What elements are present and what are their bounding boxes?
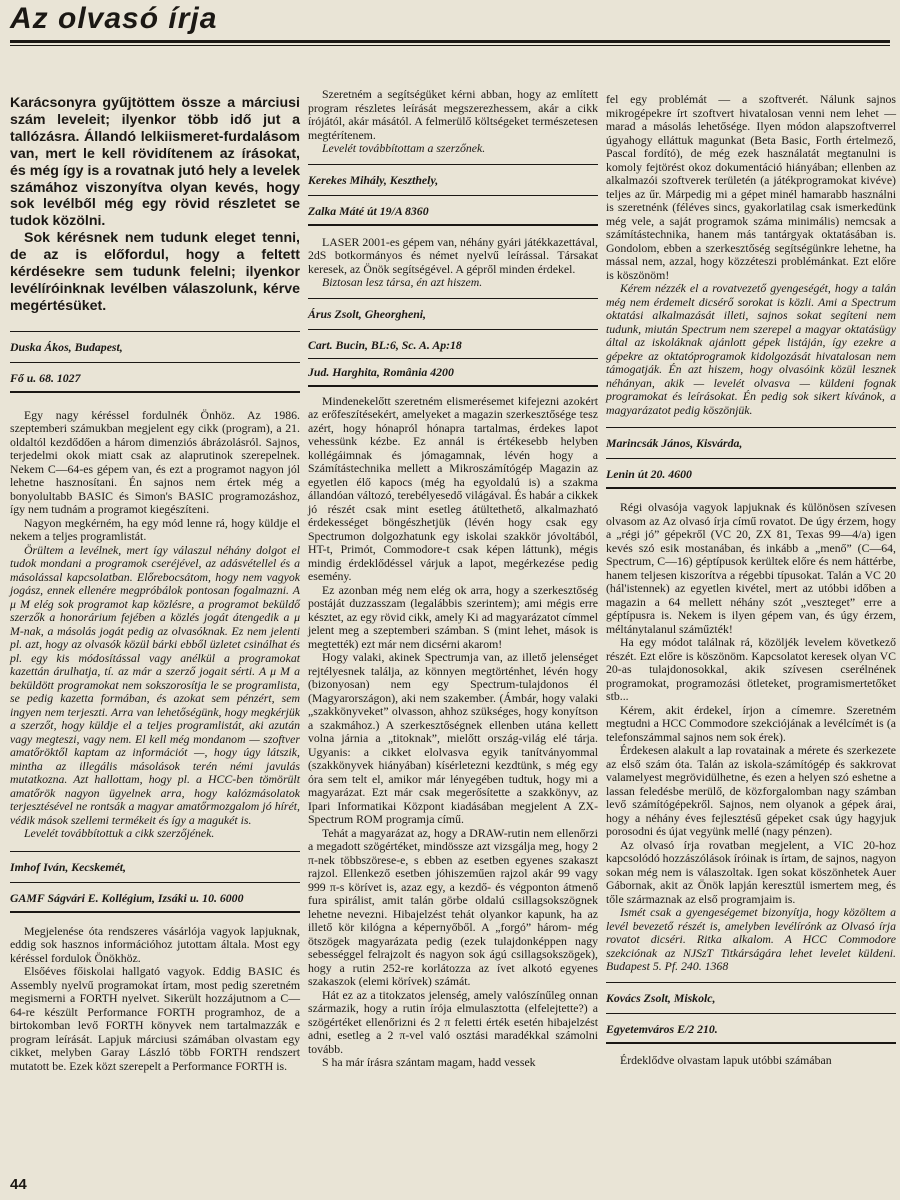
column-2 [308,88,598,1070]
editor-reply: Biztosan lesz társa, én azt hiszem. [322,275,483,289]
signature-address: Zalka Máté út 19/A 8360 [308,203,429,218]
intro-paragraph: Karácsonyra gyűjtöttem össze a márciusi szám leveleit; ilyenkor több idő jut a tallózásra. Állandó lelkiismeret-furdalásom van, mert le kell rövidítenem az írásokat, és még így is a rovatnak jutó hely a levelek számához viszonyítva olyan kevés, hogy sok levélből még egy rövid részletet se tudok közölni. [10,95,300,230]
letter-paragraph: Ez azonban még nem elég ok arra, hogy a szerkesztőség postáját duzzasszam (legalábbis szerintem); ami mégis erre késztet, az egy rövid cikk, amely Ki ad magyarázatot címmel jelent meg a szeptemberi számban. S (mint lehet, mások is megtették) ezt már nem dicsérni akarom! [308,582,598,651]
signature-name: Kerekes Mihály, Keszthely, [308,172,439,187]
signature-address: Fő u. 68. 1027 [10,370,81,385]
letter-paragraph: Mindenekelőtt szeretném elismerésemet kifejezni azokért az erőfeszítésekért, amelyeket a magazin szerkesztősége tesz azért, hogy hónapról hónapra tartalmas, érdekes lapot vehessünk kézbe. Ez annál is értékesebb helyben kollégáimnak és jómagamnak, lévén hogy a Számítástechnika mellett a Mikroszámítógép Magazin az egyetlen élő kapocs (még ha egyoldalú is) a szakma állandóan változó, terebélyesedő világával. És habár a cikkek jó részét csak mint esetleg átültethető, alkalmazható érdekességet böngészhetjük (lévén hogy csak egy Spectrumon dolgozhatunk egy iskolai szakkör jóvoltából, HT-t, Primót, Commodore-t csak képen láttunk), mégis mindig érdeklődéssel várjuk a lapot, megérkezése pedig esemény. [308,393,598,583]
letter-paragraph: LASER 2001-es gépem van, néhány gyári játékkazettával, 2dS botkormányos és német nyelvű leírással. Társakat keresek, az Önök segítségével. A gépről minden érdekel. [308,234,598,276]
editor-reply: Levelét továbbítottam a szerzőnek. [322,141,486,155]
letter-paragraph: Az olvasó írja rovatban megjelent, a VIC 20-hoz kapcsolódó hozzászólások íróinak is írtam, de sajnos, nagyon sokan még nem is válaszoltak. Igen sokat köszönhetek Auer Gábornak, akit az Önök lapján keresztül ismertem meg, és tőle származnak az első programjaim is. [606,837,896,906]
signature-address: Lenin út 20. 4600 [606,467,692,481]
editor-reply: Levelét továbbítottuk a cikk szerzőjének. [24,826,215,841]
signature-address: Cart. Bucin, BL:6, Sc. A. Ap:18 [308,337,462,352]
letter-paragraph: Megjelenése óta rendszeres vásárlója vagyok lapjuknak, eddig sok hasznos információhoz jutottam általa. Most egy kéréssel fordulok Önökhöz. [10,923,300,965]
letter-paragraph: Érdekesen alakult a lap rovatainak a mérete és szerkezete az első szám óta. Talán az iskola-számítógép és sakkrovat valamelyest megrövidülhetne, és ezen a helyen szó eshetne a lassan feledésbe merülő, de közforgalomban nagy számban levő számítógépekről. Sajnos, nem olyanok a gépek árai, hogy a néhány éves fejlesztésű gépeket csak úgy hagyjuk porosodni és újat vegyünk mellé (nagy pénzen). [606,743,896,838]
signature-address: GAMF Ságvári E. Kollégium, Izsáki u. 10. 6000 [10,890,244,905]
column-1 [10,95,300,1073]
letter-paragraph: Régi olvasója vagyok lapjuknak és különösen szívesen olvasom az Az olvasó írja című rovatot. De úgy érzem, hogy a „régi jó” gépekről (VC 20, ZX 81, Texas 99—4/a) igen kevés szó esik mostanában, és inkább a „menő” (C—64, Spectrum, C—16) géptípusok kerültek előre és nem háttérbe, hanem teljesen kiszorítva a régebbi típusokat. Talán a VC 20 (hál'istennek) az egyetlen kivétel, mert az utóbbi időben a magazin a 64 mellett néhány szót „veszteget” erre a géptípusra is. Nekem is ilyen gépem van, és úgy érzem, méltánytalanul száműzték! [606,500,896,636]
signature-name: Kovács Zsolt, Miskolc, [606,990,716,1005]
letter-paragraph: Szeretném a segítségüket kérni abban, hogy az említett program részletes leírását megszerezhessem, akár a cikk írójától, akár másától. A felmerülő költségeket természetesen megtérítenem. [308,87,598,142]
intro-paragraph: Sok kérésnek nem tudunk eleget tenni, de az is előfordul, hogy a feltett kérdésekre sem tudunk felelni; ilyenkor levélíróinknak levélben válaszolunk, kérve megértésüket. [10,230,300,314]
letter-paragraph: Egy nagy kéréssel fordulnék Önhöz. Az 1986. szeptemberi számukban megjelent egy cikk (program), a 21. oldaltól kezdődően a három dimenziós ábrázolásról. Sajnos, terjedelmi okok miatt csak az alaprutinok szerepelnek. Nekem C—64-es gépem van, és ezt a programot nagyon jól lehetne hasznosítani. Én sajnos nem értek még a bonyolultabb BASIC és Simon's BASIC programozáshoz, így nem tudnám a programot kiegészíteni. [10,407,300,517]
signature-address: Jud. Harghita, România 4200 [308,364,454,379]
signature-name: Marincsák János, Kisvárda, [606,436,743,450]
column-3 [606,93,896,1067]
header-rule [10,40,890,43]
letter-paragraph: fel egy problémát — a szoftverét. Nálunk sajnos mikrogépekre írt szoftvert hivatalosan venni nem lehet — marad a másolás lehetősége. Ilyen módon alapszoftverrel úgyahogy elláttuk magunkat (Beta Basic, Forth értelmező, Pascal fordító), de még ezek használatát megtanulni is komoly fejtörést okoz dokumentáció hiányában; ellenben az alkalmazói szoftverek területén (a játékprogramokat kivéve) teljes az űr. Márpedig mi a gépet minél hamarabb használni is szeretnénk (féléves sincs, gyakorlatilag csak ismerkedünk még vele, a saját programok száma minimális) nemcsak a számítástechnika, hanem más tantárgyak oktatásában is. Gondolom, ebben a szerkesztőség segítségünkre lehetne, ha mással nem, azzal, hogy közzéteszi problémánkat. Ezt előre is köszönöm! [606,92,896,282]
editor-reply: Ismét csak a gyengeségemet bizonyítja, hogy közöltem a levél bevezető részét is, amelyben levélírónk az Olvasó írja rovatot dicséri. Ritka alkalom. A HCC Commodore szekciónak az NJSzT Titkárságára lehet levelet küldeni. Budapest 5. Pf. 240. 1368 [606,905,896,973]
letter-paragraph: Érdeklődve olvastam lapuk utóbbi számában [620,1052,832,1067]
signature-address: Egyetemváros E/2 210. [606,1021,718,1036]
signature-name: Duska Ákos, Budapest, [10,339,123,354]
signature-name: Imhof Iván, Kecskemét, [10,859,126,874]
letter-paragraph: Ha egy módot találnak rá, közöljék levelem következő részét. Ezt előre is köszönöm. Kapcsolatot keresek olyan VC 20-as tulajdonosokkal, akik szívesen cserélnének programokat, programozási ötleteket, programismertetőket stb... [606,635,896,703]
header-rule-thin [10,45,890,46]
letter-paragraph: Hogy valaki, akinek Spectrumja van, az illető jelenséget rejtélyesnek találja, az könnyen megtörténhet, lévén hogy (bizonyosan) nem egy Spectrum-tulajdonos él (Magyarországon), aki nem szakember. (Ámbár, hogy valaki „szakkönyveket” olvasson, ahhoz szükséges, hogy konyítson a szakmához.) A szerkesztőségnek ellenben utána kellett volna járnia a „titoknak”, mielőtt ország-világ elé tárja. Ugyanis: a cikket elolvasva egyik tanítványommal (szakkönyvek hiányában) kísérletezni kezdtünk, s még egy óra sem telt el, amikor már lényegében tudtuk, hogy mi a magyarázat. Ezt már csak megerősítette a szakkönyv, az Ipari Informatikai Központ kiadásában megjelent A ZX-Spectrum ROM programja című. [308,650,598,826]
letter-paragraph: Elsőéves főiskolai hallgató vagyok. Eddig BASIC és Assembly nyelvű programokat írtam, most pedig szeretném megismerni a FORTH nyelvet. Sikerült hozzájutnom a C—64-re készült Performance FORTH programhoz, de a birtokomban levő FORTH könyvek nem tartalmazzák e program leírását. Lapjuk márciusi számában olvastam egy cikket, melyben Garay László több FORTH rendszert mutatott be. Ezek közt szerepelt a Performance FORTH is. [10,964,300,1073]
page-number: 44 [10,1176,27,1193]
letter-paragraph: S ha már írásra szántam magam, hadd vessek [322,1055,536,1069]
signature-name: Árus Zsolt, Gheorgheni, [308,306,426,321]
letter-paragraph: Kérem, akit érdekel, írjon a címemre. Szeretném megtudni a HCC Commodore szekciójának a levélcímét is (a telefonszámmal sajnos nem sok érek). [606,702,896,744]
section-title: Az olvasó írja [10,2,218,35]
letter-paragraph: Hát ez az a titokzatos jelenség, amely valószínűleg onnan származik, hogy a rutin írója elmulasztotta (elfelejtette?) a szögértéket ellenőrizni és 2 π feletti érték esetén hibajelzést adni, esetleg a 2 π-vel való osztási maradékkal számolni tovább. [308,987,598,1056]
editor-reply: Kérem nézzék el a rovatvezető gyengeségét, hogy a talán még nem érdemelt dicsérő sorokat is közli. Ami a Spectrum oktatási alkalmazását illeti, sajnos sokat segíteni nem tudunk, miután Spectrum nem szerepel a magyar oktatásügy által az iskoláknak ajánlott gépek listáján, így ezekre a gépekre az oktatóprogramok kidolgozását hivatalosan nem támogatják. Én azt hiszem, hogy olvasóink közül lesznek néhányan, akik — levelét olvasva — küldeni fognak programokat és leírásokat. Én pedig sok sikert kívánok, a magyarázatot pedig köszönjük. [606,281,896,417]
editor-reply: Örültem a levélnek, mert így válaszul néhány dolgot el tudok mondani a programok cseréjével, az adásvétellel és a másolással kapcsolatban. Előrebocsátom, hogy nem vagyok jogász, ennek ellenére megpróbálok pontosan fogalmazni. A μ M elég sok programot kap közlésre, a programot beküldő szerzők a honorárium fejében a közlés jogát átengedik a μ M-nak, a másolás jogát pedig az olvasóknak. Ez nem jelenti pl. azt, hogy az olvasók közül bárki ebből üzletet csinálhat és pl. egy kis módosítással vagy anélkül a programokat kazettán árulhatja, tí. az már a szerző jogait sérti. A μ M a beküldött programokat nem sokszorosítja le se programlista, se pedig kazetta formában, és azokat sem pénzért, sem ingyen nem terjeszti. Arra van lehetőségünk, hogy megkérjük a szerzőt, hogy küldje el a teljes programlistát, aki azután vagy megteszi, vagy nem. El kell még mondanom — szoftver amatőröktől kaptam az információt —, hogy úgy látszik, mintha az illegális másolások terén némi javulás mutatkozna. Azt hallottam, hogy pl. a HCC-ben tömörült amatőrök nagyon ügyelnek arra, hogy kalózmásolatok terjesztésével ne rontsák a magyar amatőrmozgalom jó hírét, védik mások szellemi termékeit és így a magukét is. [10,542,300,827]
letter-paragraph: Tehát a magyarázat az, hogy a DRAW-rutin nem ellenőrzi a megadott szögértéket, mindössze azt vizsgálja meg, hogy 2 π-nek többszörese-e, s ebben az esetben egyenes szakaszt rajzol. Ellenkező esetben jóhiszeműen rajzol akár 99 vagy 999 π-s körívet is, azaz egy, a kezdő- és végponton átmenő fura spirálist, amit talán görbe oldalú csillagsokszögnek lehetne nevezni. Hibajelzést tehát olyankor kapunk, ha az illető kör kilógna a képernyőből. A „forgó” három- még ötszögek magyarázata pedig (ezek tulajdonképpen nagy sebességgel felrajzolt és nagyon sok ágú csillagsokszögek), hogy a rutin 252-re korlátozza az ívet alkotó egyenes szakaszok (elemi körívek) számát. [308,825,598,988]
letter-paragraph: Nagyon megkérném, ha egy mód lenne rá, hogy küldje el nekem a teljes programlistát. [10,515,300,544]
